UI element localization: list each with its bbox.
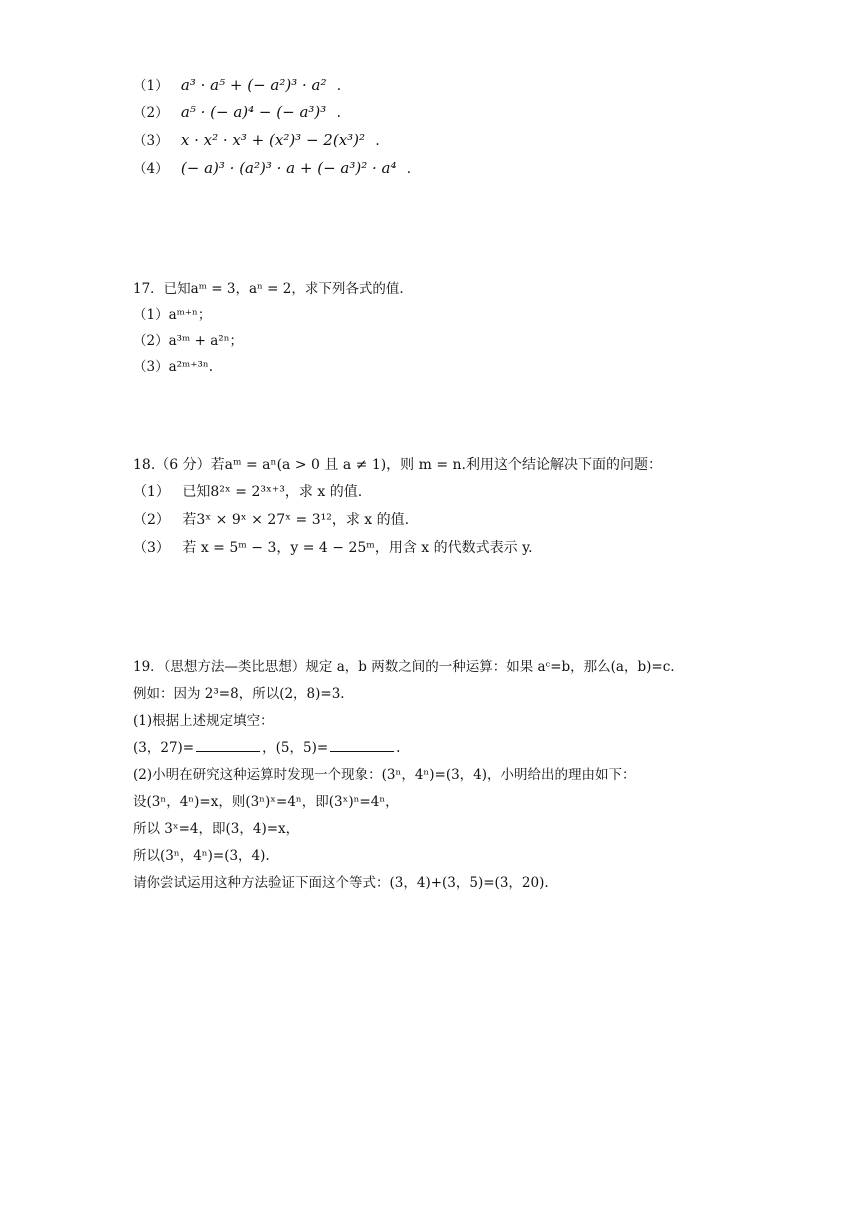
q19-part1-title: (1)根据上述规定填空： <box>133 713 274 729</box>
q16-item-2-end: . <box>336 105 341 121</box>
q17-item-3-label: （3） <box>133 359 169 375</box>
q17-item-2-expr: a³ᵐ + a²ⁿ； <box>168 333 244 349</box>
q19-example: 例如：因为 2³=8，所以(2，8)=3. <box>133 686 345 702</box>
q16-item-4-end: . <box>406 161 412 177</box>
q17-item-1-label: （1） <box>133 307 169 323</box>
q19-part2-title: (2)小明在研究这种运算时发现一个现象：(3ⁿ，4ⁿ)=(3，4)，小明给出的理由如下： <box>133 767 636 783</box>
q16-item-3-label: （3） <box>133 133 169 149</box>
q16-item-2 <box>133 102 341 123</box>
q18-item-3-label: （3） <box>133 540 170 556</box>
q17-item-2-label: （2） <box>133 333 169 349</box>
q19-part1-end: . <box>396 740 401 756</box>
answer-blank-1[interactable] <box>196 738 260 752</box>
q16-item-3 <box>133 130 380 151</box>
q17-item-2 <box>133 331 243 351</box>
q16-item-3-expr: x · x² · x³ + (x²)³ − 2(x³)² <box>180 131 366 149</box>
q18-item-2-label: （2） <box>133 512 170 528</box>
q16-item-1-expr: a³ · a⁵ + (− a²)³ · a² <box>180 76 327 94</box>
q17-item-3 <box>133 357 213 377</box>
q18-item-1-text: 已知8²ˣ = 2³ˣ⁺³，求 x 的值. <box>182 484 363 500</box>
q19-stem: 19．（思想方法—类比思想）规定 a，b 两数之间的一种运算：如果 aᶜ=b，那么(a，b)=c. <box>133 659 675 675</box>
q19-part1-sep: ，(5，5)= <box>262 740 329 756</box>
q16-item-4-label: （4） <box>133 161 169 177</box>
q19-reason-3: 所以(3ⁿ，4ⁿ)=(3，4). <box>133 848 270 864</box>
q16-item-3-end: . <box>375 133 380 149</box>
q19-part1-a: (3，27)= <box>133 740 195 756</box>
q19-task: 请你尝试运用这种方法验证下面这个等式：(3，4)+(3，5)=(3，20). <box>133 875 549 891</box>
q17-item-1-expr: aᵐ⁺ⁿ； <box>168 307 212 323</box>
q16-item-4-expr: (− a)³ · (a²)³ · a + (− a³)² · a⁴ <box>180 159 397 177</box>
q16-item-1 <box>133 75 341 96</box>
q16-item-2-expr: a⁵ · (− a)⁴ − (− a³)³ <box>180 103 327 121</box>
q19-part1-fill <box>133 738 400 758</box>
q16-item-4 <box>133 158 411 179</box>
q17-stem: 17．已知aᵐ = 3，aⁿ = 2，求下列各式的值. <box>133 281 404 297</box>
q18-item-1-label: （1） <box>133 484 170 500</box>
q18-item-3-text: 若 x = 5ᵐ − 3，y = 4 − 25ᵐ，用含 x 的代数式表示 y. <box>182 540 533 556</box>
q16-item-2-label: （2） <box>133 105 169 121</box>
q19-reason-1: 设(3ⁿ，4ⁿ)=x，则(3ⁿ)ˣ=4ⁿ，即(3ˣ)ⁿ=4ⁿ， <box>133 794 399 810</box>
q17-item-1 <box>133 305 211 325</box>
q18-item-3 <box>133 538 533 558</box>
q18-stem: 18.（6 分）若aᵐ = aⁿ(a > 0 且 a ≠ 1)，则 m = n.利用这个结论解决下面的问题： <box>133 457 663 473</box>
q16-item-1-end: . <box>336 78 342 94</box>
q18-item-2 <box>133 510 409 530</box>
q17-item-3-expr: a²ᵐ⁺³ⁿ. <box>168 359 214 375</box>
q19-reason-2: 所以 3ˣ=4，即(3，4)=x， <box>133 821 300 837</box>
q16-item-1-label: （1） <box>133 78 169 94</box>
q18-item-1 <box>133 482 362 502</box>
answer-blank-2[interactable] <box>330 738 394 752</box>
q18-item-2-text: 若3ˣ × 9ˣ × 27ˣ = 3¹²，求 x 的值. <box>182 512 410 528</box>
